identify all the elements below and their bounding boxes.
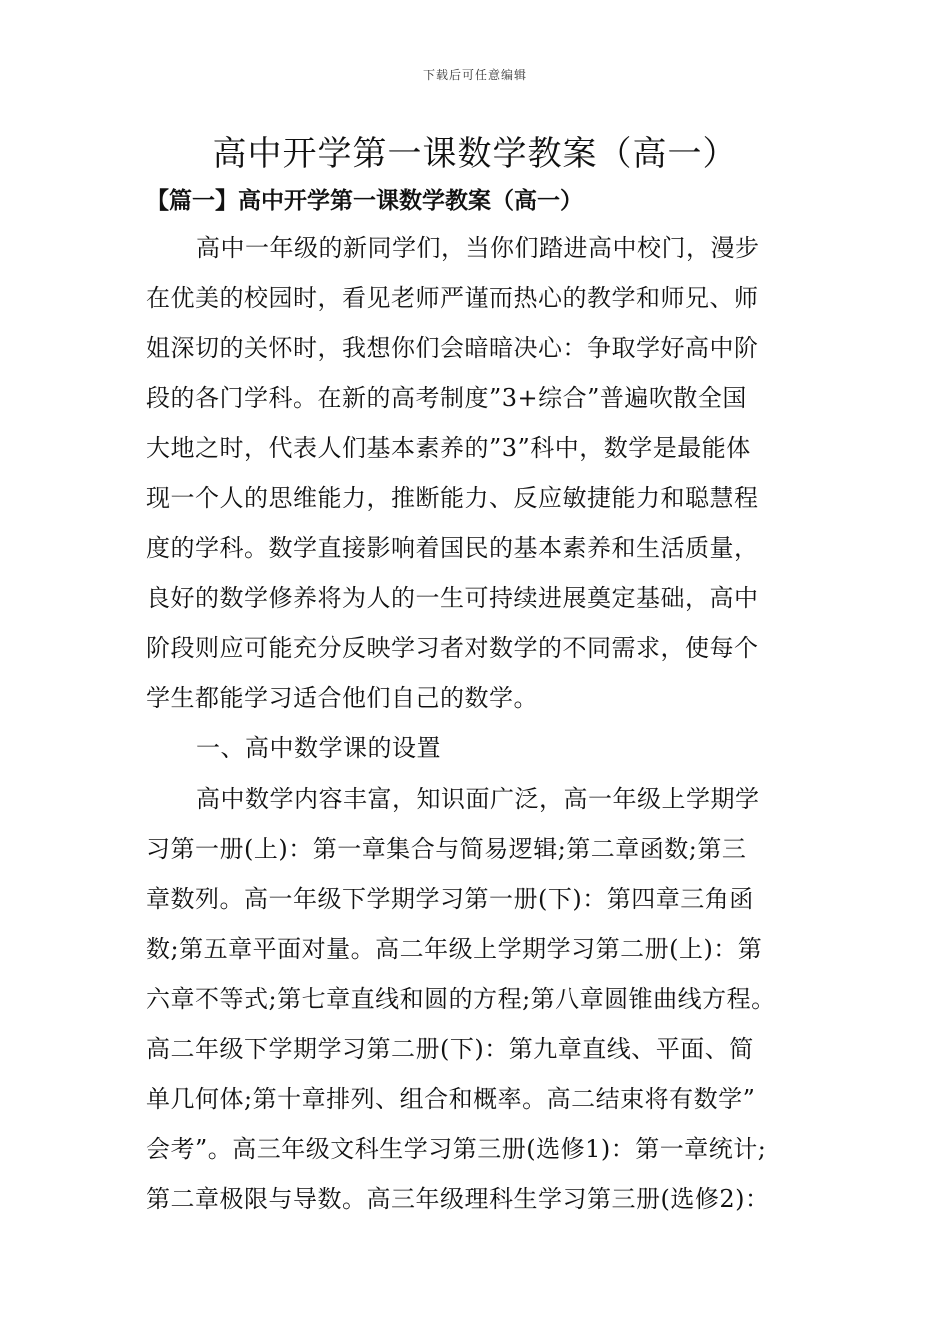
subheading: 一、高中数学课的设置: [196, 734, 441, 762]
paragraph-line: 度的学科。数学直接影响着国民的基本素养和生活质量，: [146, 534, 759, 562]
paragraph-line: 会考”。高三年级文科生学习第三册(选修1)：第一章统计;: [146, 1135, 767, 1163]
paragraph-line: 高中一年级的新同学们，当你们踏进高中校门，漫步: [196, 234, 760, 262]
paragraph-line: 学生都能学习适合他们自己的数学。: [146, 684, 538, 712]
paragraph-line: 良好的数学修养将为人的一生可持续进展奠定基础，高中: [146, 584, 759, 612]
paragraph-line: 第二章极限与导数。高三年级理科生学习第三册(选修2)：: [146, 1185, 770, 1213]
header-note: 下载后可任意编辑: [422, 68, 527, 82]
paragraph-line: 高中数学内容丰富，知识面广泛，高一年级上学期学: [196, 785, 760, 813]
paragraph-line: 高二年级下学期学习第二册(下)：第九章直线、平面、简: [146, 1035, 754, 1063]
paragraph-line: 数;第五章平面对量。高二年级上学期学习第二册(上)：第: [146, 935, 763, 963]
paragraph-line: 章数列。高一年级下学期学习第一册(下)：第四章三角函: [146, 885, 754, 913]
paragraph-line: 大地之时，代表人们基本素养的”3”科中，数学是最能体: [146, 434, 751, 462]
paragraph-line: 习第一册(上)：第一章集合与简易逻辑;第二章函数;第三: [146, 835, 747, 863]
paragraph-line: 六章不等式;第七章直线和圆的方程;第八章圆锥曲线方程。: [146, 985, 776, 1013]
paragraph-line: 在优美的校园时，看见老师严谨而热心的教学和师兄、师: [146, 284, 759, 312]
paragraph-line: 现一个人的思维能力，推断能力、反应敏捷能力和聪慧程: [146, 484, 759, 512]
paragraph-line: 阶段则应可能充分反映学习者对数学的不同需求，使每个: [146, 634, 759, 662]
paragraph-line: 姐深切的关怀时，我想你们会暗暗决心：争取学好高中阶: [146, 334, 759, 362]
paragraph-line: 段的各门学科。在新的高考制度”3+综合”普遍吹散全国: [146, 384, 747, 412]
paragraph-line: 单几何体;第十章排列、组合和概率。高二结束将有数学”: [146, 1085, 756, 1113]
document-title: 高中开学第一课数学教案（高一）: [212, 134, 738, 174]
section-heading: 【篇一】高中开学第一课数学教案（高一）: [146, 187, 583, 214]
